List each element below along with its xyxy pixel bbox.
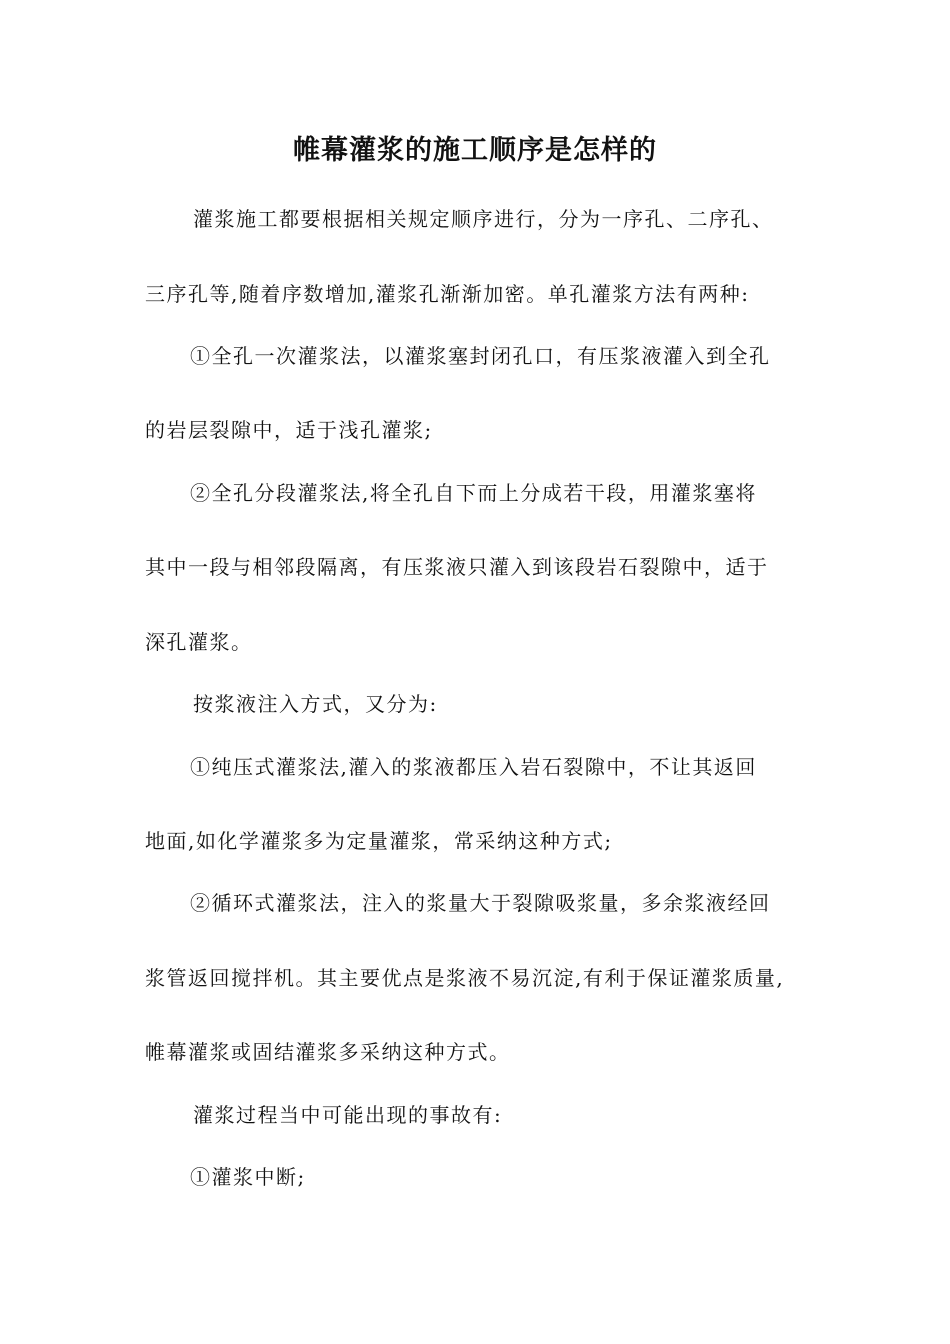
- document-title: 帷幕灌浆的施工顺序是怎样的: [293, 135, 657, 166]
- paragraph-line: 深孔灌浆。: [145, 630, 253, 654]
- paragraph-line: ①纯压式灌浆法,灌入的浆液都压入岩石裂隙中，不让其返回: [190, 755, 757, 779]
- paragraph-line: 三序孔等,随着序数增加,灌浆孔渐渐加密。单孔灌浆方法有两种:: [145, 282, 750, 306]
- paragraph-line: ②循环式灌浆法，注入的浆量大于裂隙吸浆量，多余浆液经回: [190, 891, 771, 915]
- paragraph-line: ①灌浆中断;: [190, 1165, 306, 1189]
- paragraph-line: 的岩层裂隙中，适于浅孔灌浆;: [145, 418, 433, 442]
- paragraph-line: 其中一段与相邻段隔离，有压浆液只灌入到该段岩石裂隙中，适于: [145, 555, 769, 579]
- paragraph-line: 按浆液注入方式，又分为:: [193, 692, 438, 716]
- paragraph-line: 灌浆施工都要根据相关规定顺序进行，分为一序孔、二序孔、: [193, 207, 774, 231]
- paragraph-line: ②全孔分段灌浆法,将全孔自下而上分成若干段，用灌浆塞将: [190, 481, 757, 505]
- paragraph-line: ①全孔一次灌浆法，以灌浆塞封闭孔口，有压浆液灌入到全孔: [190, 344, 771, 368]
- paragraph-line: 浆管返回搅拌机。其主要优点是浆液不易沉淀,有利于保证灌浆质量,: [145, 966, 785, 990]
- paragraph-line: 地面,如化学灌浆多为定量灌浆，常采纳这种方式;: [145, 829, 613, 853]
- paragraph-line: 灌浆过程当中可能出现的事故有:: [193, 1103, 503, 1127]
- paragraph-line: 帷幕灌浆或固结灌浆多采纳这种方式。: [145, 1040, 511, 1064]
